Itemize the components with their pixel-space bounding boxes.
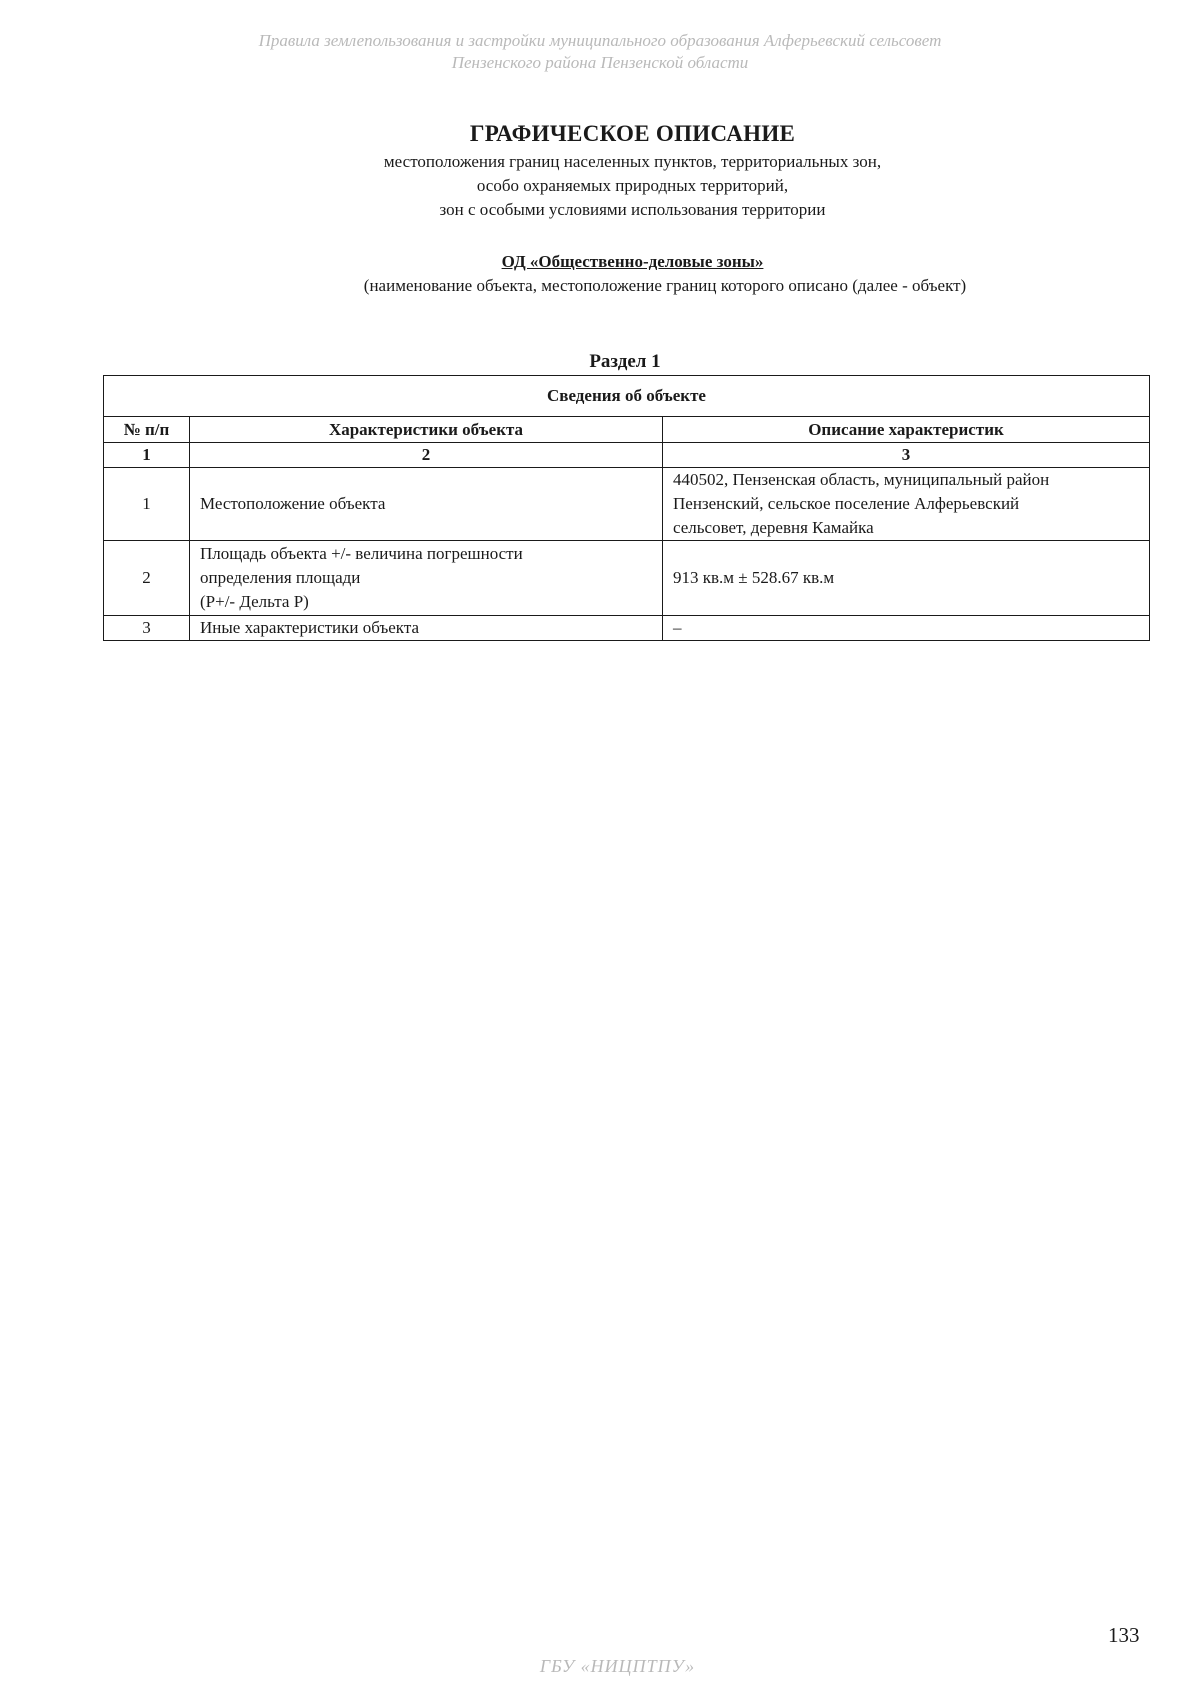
row-num: 1 — [104, 468, 190, 541]
title-block — [0, 120, 1200, 222]
header-line-2: Пензенского района Пензенской области — [451, 53, 749, 72]
description-line: сельсовет, деревня Камайка — [673, 518, 874, 537]
subtitle-line-3: зон с особыми условиями использования территории — [439, 200, 826, 219]
table-caption-row — [104, 376, 1150, 417]
row-description: 913 кв.м ± 528.67 кв.м — [663, 541, 1150, 616]
index-cell-2: 2 — [190, 443, 663, 468]
characteristic-line: (P+/- Дельта P) — [200, 592, 309, 611]
description-line: 440502, Пензенская область, муниципальный район — [673, 470, 1050, 489]
table-row — [104, 468, 1150, 541]
object-name: ОД «Общественно-деловые зоны» — [501, 252, 764, 271]
index-cell-1: 1 — [104, 443, 190, 468]
table-caption: Сведения об объекте — [104, 376, 1150, 417]
description-line: Пензенский, сельское поселение Алферьевский — [673, 494, 1020, 513]
row-characteristic — [190, 541, 663, 616]
table-row — [104, 541, 1150, 616]
header-characteristic: Характеристики объекта — [190, 417, 663, 443]
table-index-row — [104, 443, 1150, 468]
header-line-1: Правила землепользования и застройки муниципального образования Алферьевский сельсовет — [258, 31, 942, 50]
subtitle-line-2: особо охраняемых природных территорий, — [476, 176, 789, 195]
subtitle-line-1: местоположения границ населенных пунктов, территориальных зон, — [383, 152, 882, 171]
document-title: ГРАФИЧЕСКОЕ ОПИСАНИЕ — [469, 121, 796, 146]
row-description: – — [663, 616, 1150, 641]
page-header — [0, 30, 1200, 74]
characteristic-line: определения площади — [200, 568, 361, 587]
row-num: 2 — [104, 541, 190, 616]
section-title: Раздел 1 — [589, 351, 661, 372]
index-cell-3: 3 — [663, 443, 1150, 468]
row-characteristic: Местоположение объекта — [190, 468, 663, 541]
object-info-table — [103, 375, 1150, 641]
document-subtitle — [0, 150, 1200, 222]
header-num: № п/п — [104, 417, 190, 443]
characteristic-line: Площадь объекта +/- величина погрешности — [200, 544, 523, 563]
row-characteristic: Иные характеристики объекта — [190, 616, 663, 641]
table-header-row — [104, 417, 1150, 443]
page-footer: ГБУ «НИЦПТПУ» — [539, 1656, 696, 1676]
row-num: 3 — [104, 616, 190, 641]
object-caption: (наименование объекта, местоположение границ которого описано (далее - объект) — [363, 276, 967, 295]
row-description — [663, 468, 1150, 541]
page-number: 133 — [1108, 1623, 1140, 1647]
header-description: Описание характеристик — [663, 417, 1150, 443]
table-row — [104, 616, 1150, 641]
